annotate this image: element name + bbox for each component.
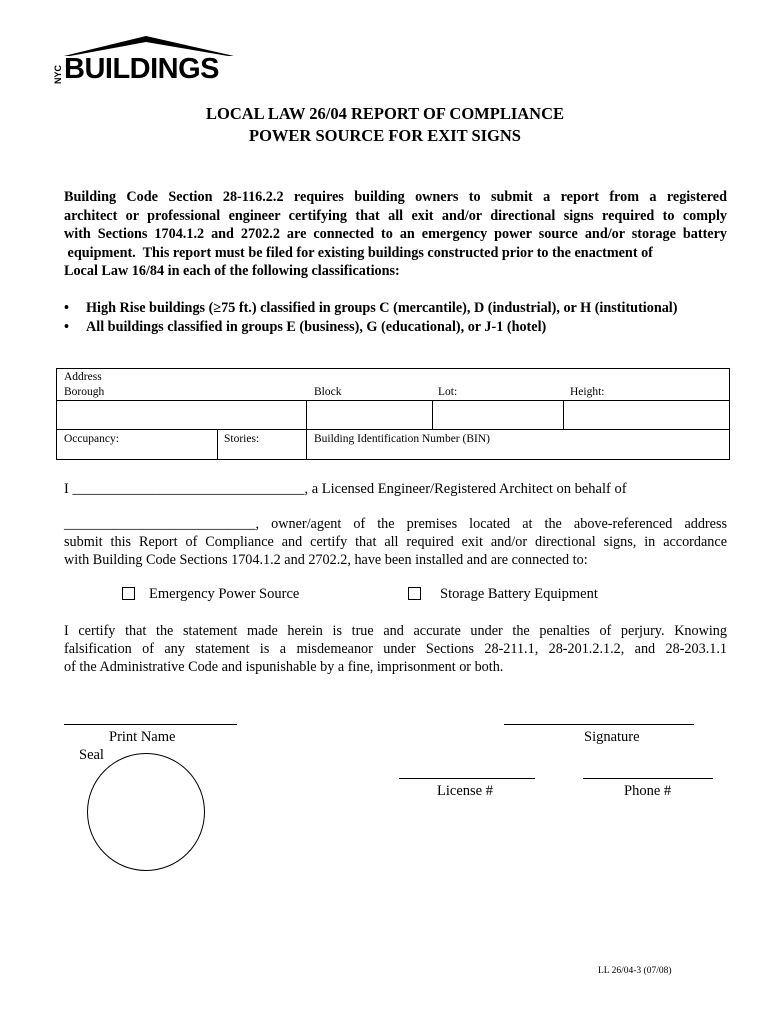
owner-agent-line[interactable]: ___________________________, owner/agent of the premises located at the above-referenced address <box>64 516 727 532</box>
phone-label: Phone # <box>624 783 672 799</box>
license-label: License # <box>437 783 493 799</box>
stories-label: Stories: <box>224 433 260 445</box>
seal-circle[interactable] <box>87 753 205 871</box>
list-item: • High Rise buildings (≥75 ft.) classified in groups C (mercantile), D (industrial), or H (institutional) <box>64 299 744 318</box>
seal-label: Seal <box>79 747 104 763</box>
intro-line: equipment. This report must be filed for existing buildings constructed prior to the enactment of <box>64 244 653 261</box>
phone-line[interactable] <box>583 778 713 779</box>
block-field[interactable] <box>306 400 432 429</box>
form-code: LL 26/04-3 (07/08) <box>598 966 672 976</box>
height-field[interactable] <box>563 400 730 429</box>
certification-paragraph <box>64 515 727 569</box>
storage-battery-checkbox[interactable] <box>408 587 421 600</box>
borough-field[interactable] <box>57 400 306 429</box>
emergency-power-label: Emergency Power Source <box>149 586 300 602</box>
bin-label: Building Identification Number (BIN) <box>314 433 490 445</box>
license-line[interactable] <box>399 778 535 779</box>
intro-paragraph <box>64 188 727 281</box>
nyc-buildings-logo <box>52 34 238 86</box>
emergency-power-checkbox[interactable] <box>122 587 135 600</box>
intro-line: architect or professional engineer certifying that all exit and/or directional signs required to comply <box>64 207 727 224</box>
occupancy-field[interactable] <box>57 429 217 460</box>
signature-label: Signature <box>584 729 640 745</box>
print-name-line[interactable] <box>64 724 237 725</box>
lot-label: Lot: <box>438 386 458 398</box>
address-label: Address <box>64 371 102 383</box>
block-label: Block <box>314 386 342 398</box>
list-item: • All buildings classified in groups E (business), G (educational), or J-1 (hotel) <box>64 318 744 337</box>
storage-battery-label: Storage Battery Equipment <box>440 586 598 602</box>
perjury-line: of the Administrative Code and ispunishable by a fine, imprisonment or both. <box>64 659 504 675</box>
intro-line: Local Law 16/84 in each of the following classifications: <box>64 263 400 279</box>
page-title <box>0 103 770 147</box>
intro-line: with Sections 1704.1.2 and 2702.2 are connected to an emergency power source and/or storage battery <box>64 226 727 242</box>
classification-list <box>64 299 744 337</box>
intro-line: Building Code Section 28-116.2.2 requires building owners to submit a report from a registered <box>64 189 727 205</box>
lot-field[interactable] <box>432 400 563 429</box>
logo-nyc-text: NYC <box>53 64 63 84</box>
building-info-table <box>56 368 730 460</box>
print-name-label: Print Name <box>109 729 176 745</box>
title-line-2: POWER SOURCE FOR EXIT SIGNS <box>248 126 521 145</box>
title-line-1: LOCAL LAW 26/04 REPORT OF COMPLIANCE <box>205 104 565 123</box>
address-field[interactable] <box>57 369 730 400</box>
stories-field[interactable] <box>217 429 306 460</box>
bin-field[interactable] <box>306 429 730 460</box>
perjury-statement <box>64 622 727 676</box>
borough-label: Borough <box>64 386 105 398</box>
occupancy-label: Occupancy: <box>64 433 119 445</box>
perjury-line: I certify that the statement made herein is true and accurate under the penalties of perjury. Knowing <box>64 623 727 639</box>
signature-line[interactable] <box>504 724 694 725</box>
certifier-statement[interactable]: I ________________________________, a Licensed Engineer/Registered Architect on behalf of <box>64 481 627 497</box>
height-label: Height: <box>570 386 605 398</box>
cert-line: submit this Report of Compliance and certify that all required exit and/or directional signs, in accordance <box>64 534 727 550</box>
perjury-line: falsification of any statement is a misdemeanor under Sections 28-211.1, 28-201.2.1.2, and 28-203.1.1 <box>64 641 727 657</box>
cert-line: with Building Code Sections 1704.1.2 and 2702.2, have been installed and are connected to: <box>64 552 588 568</box>
logo-word: BUILDINGS <box>64 53 219 85</box>
